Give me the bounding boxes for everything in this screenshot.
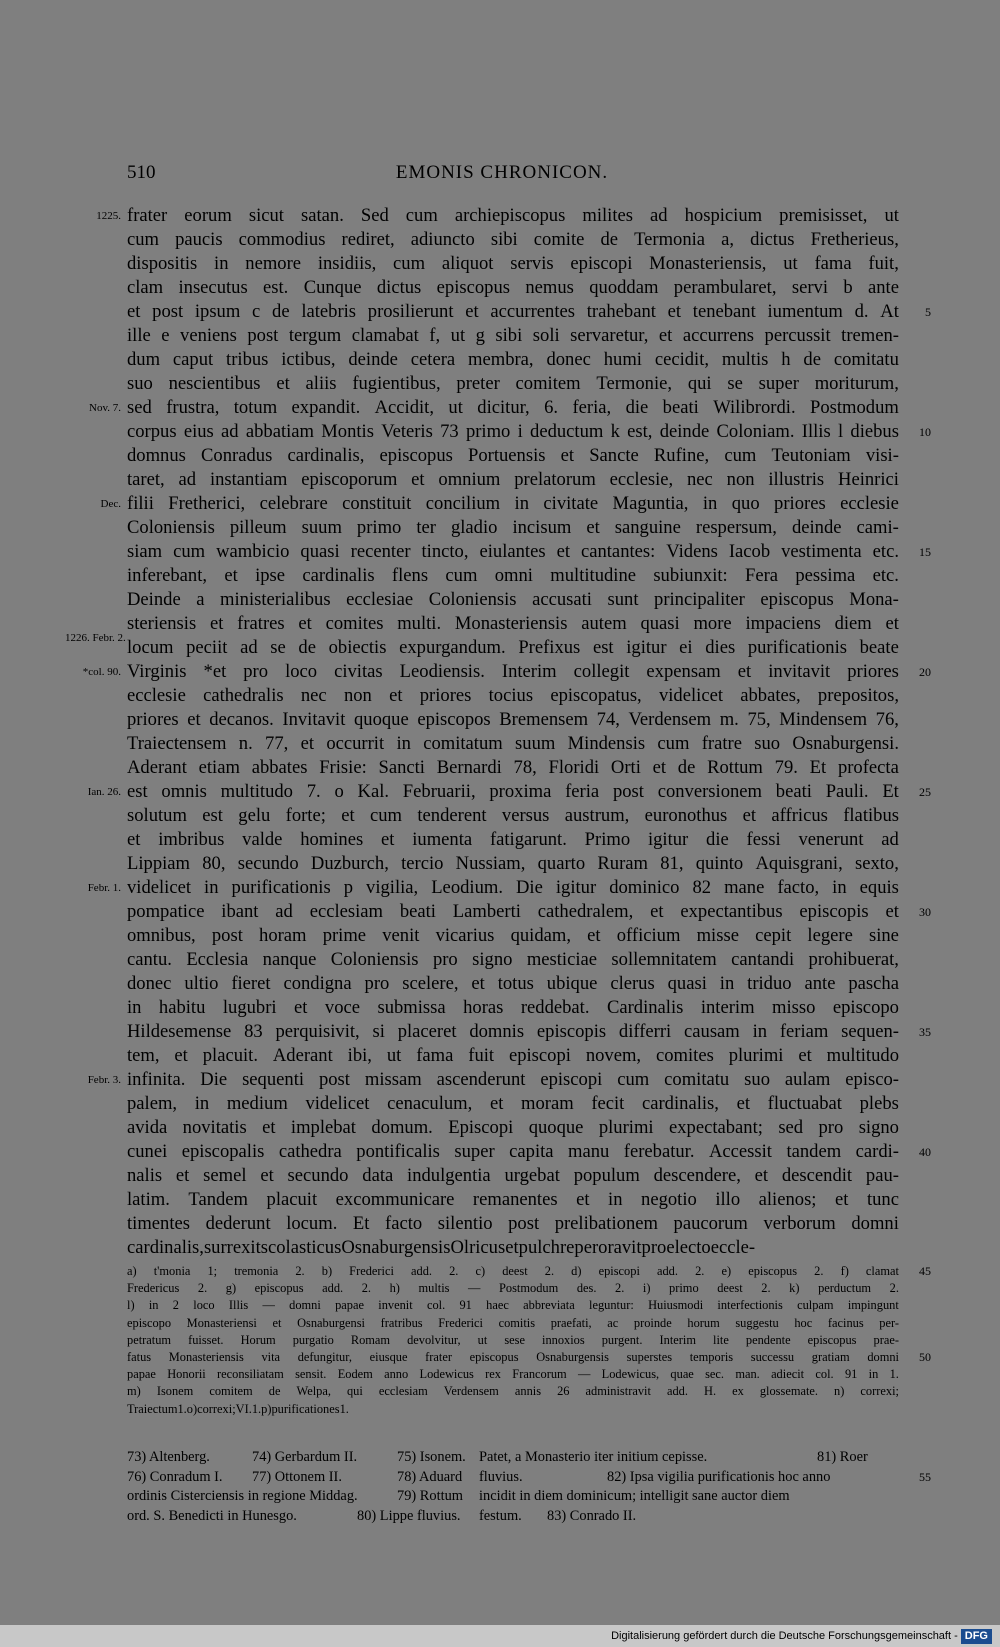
line-number: 45 (919, 1264, 931, 1278)
text-line: latim. Tandem placuit excommunicare remanentes et in negotio illo alienos; et tunc (127, 1189, 899, 1210)
note-cell: 76) Conradum I. (127, 1468, 223, 1485)
page-number: 510 (127, 162, 156, 183)
text-line: Ian. 26. est omnis multitudo 7. o Kal. Februarii, proxima feria post conversionem beati Pauli. Et 25 (127, 780, 899, 804)
note-row (127, 1507, 899, 1527)
note-cell: 75) Isonem. (397, 1449, 466, 1465)
text-line: tem, et placuit. Aderant ibi, ut fama fuit episcopi novem, comites plurimi et multitudo (127, 1045, 899, 1066)
footnote-line: petratum fuisset. Horum purgatio Romam devolvitur, ut sese innoxios purgent. Interim lite pendente episcopus prae- (127, 1332, 899, 1347)
text-line: Lippiam 80, secundo Duzburch, tercio Nussiam, quarto Ruram 81, quinto Aquisgrani, sexto, (127, 853, 899, 874)
side-note: Dec. (100, 498, 121, 510)
text-line: pompatice ibant ad ecclesiam beati Lamberti cathedralem, et expectantibus episcopis et 30 (127, 901, 931, 922)
line-number: 55 (919, 1469, 931, 1484)
footer-text: Digitalisierung gefördert durch die Deutsche Forschungsgemeinschaft - (611, 1630, 958, 1642)
line-number: 35 (919, 1025, 931, 1039)
text-line: priores et decanos. Invitavit quoque episcopos Bremensem 74, Verdensem m. 75, Mindensem 76, (127, 709, 899, 730)
line-number: 15 (919, 545, 931, 559)
line-number: 40 (919, 1145, 931, 1159)
text-line: clam insecutus est. Cunque dictus episcopus nemus quoddam perambularet, servi b ante (127, 277, 899, 298)
text-line: omnibus, post horam prime venit vicarius quidam, et officium misse cepit legere sine (127, 925, 899, 946)
note-row (127, 1487, 899, 1507)
text-line: timentes dederunt locum. Et facto silentio post prelibationem paucorum verborum domni (127, 1213, 899, 1234)
text-line: ille e veniens post tergum clamabat f, ut g sibi soli servaretur, et accurrens percussit tremen- (127, 325, 899, 346)
footnote-line: papae Honorii reconsiliatam sensit. Eodem anno Lodewicus rex Francorum — Lodewicus, quae sec. man. adiecit col. 91 in 1. (127, 1367, 899, 1382)
note-cell: ord. S. Benedicti in Hunesgo. (127, 1507, 297, 1524)
text-line: dum caput tribus ictibus, deinde cetera membra, donec humi cecidit, multis h de comitatu (127, 349, 899, 370)
side-note: Ian. 26. (87, 786, 121, 798)
text-line: cardinalis, surrexit scolasticus Osnaburgensis Olricus et pulchre peroravit pro electo eccle- (127, 1237, 756, 1258)
line-number: 50 (919, 1349, 931, 1364)
note-cell: 78) Aduard (397, 1468, 463, 1485)
text-line: Nov. 7. sed frustra, totum expandit. Accidit, ut dicitur, 6. feria, die beati Wilibrordi. Postmodum (127, 396, 899, 420)
footnote-line: Traiectum 1. o) correxi; VI. 1. p) purificationes 1. (127, 1401, 349, 1416)
text-line: taret, ad instantiam episcoporum et omnium prelatorum ecclesie, nec non illustris Heinrici (127, 469, 899, 490)
note-cell: 79) Rottum (397, 1488, 463, 1504)
text-line: et imbribus valde homines et iumenta fatigarunt. Primo igitur die fessi venerunt ad (127, 829, 899, 850)
note-row (127, 1448, 899, 1468)
text-line: cunei episcopalis cathedra pontificalis super capita manu ferebatur. Accessit tandem cardi- 40 (127, 1141, 931, 1162)
text-line: Hildesemense 83 perquisivit, si placeret domnis episcopis differri causam in feriam sequen- 35 (127, 1021, 931, 1042)
text-line: 1225. frater eorum sicut satan. Sed cum archiepiscopus milites ad hospicium premisisset, ut (127, 204, 899, 228)
note-cell: ordinis Cisterciensis in regione Middag. (127, 1488, 358, 1504)
text-line: siam cum wambicio quasi recenter tincto, eiulantes et cantantes: Videns Iacob vestimenta etc. 15 (127, 541, 931, 562)
text-line: ecclesie cathedralis nec non et priores tocius episcopatus, videlicet abbates, prepositos, (127, 685, 899, 706)
digitization-footer (0, 1625, 1000, 1647)
text-line: Dec. filii Fretherici, celebrare constituit concilium in civitate Maguntia, in quo priores ecclesie (127, 492, 899, 516)
note-cell: 82) Ipsa vigilia purificationis hoc anno (607, 1468, 831, 1485)
text-line: Deinde a ministerialibus ecclesiae Coloniensis accusati sunt principaliter episcopus Mona- (127, 589, 899, 610)
note-cell: 81) Roer (817, 1449, 868, 1465)
note-cell: Patet, a Monasterio iter initium cepisse. (479, 1449, 708, 1465)
text-line: Aderant etiam abbates Frisie: Sancti Bernardi 78, Floridi Orti et de Rottum 79. Et profecta (127, 757, 899, 778)
text-line: cum paucis commodius rediret, adiuncto sibi comite de Termonia a, dictus Fretherieus, (127, 229, 899, 250)
line-number: 5 (925, 305, 931, 319)
critical-apparatus (127, 1263, 931, 1418)
text-line: suo nescientibus et aliis fugientibus, preter comitem Termonie, qui se super moriturum, (127, 373, 899, 394)
side-note: Febr. 1. (87, 882, 121, 894)
side-note: Nov. 7. (89, 402, 121, 414)
note-row (127, 1468, 931, 1488)
note-cell: incidit in diem dominicum; intelligit sane auctor diem (479, 1488, 790, 1504)
note-cell: festum. (479, 1507, 522, 1524)
text-line: et post ipsum c de latebris prosilierunt et accurrentes trahebant et tenebant iumentum d. At 5 (127, 301, 931, 322)
historical-notes (127, 1448, 931, 1526)
side-note: 1226. Febr. 2. (65, 632, 126, 644)
running-title: EMONIS CHRONICON. (395, 162, 609, 183)
line-number: 10 (919, 425, 931, 439)
text-line: steriensis et fratres et comites multi. Monasteriensis autem quasi more impaciens diem et (127, 613, 899, 634)
text-line: palem, in medium videlicet cenaculum, et moram fecit cardinalis, et fluctuabat plebs (127, 1093, 899, 1114)
text-line: inferebant, et ipse cardinalis flens cum omni multitudine subiunxit: Fera pessima etc. (127, 565, 899, 586)
text-line: avida novitatis et implebat domum. Episcopi quoque plurimi expectabant; sed pro signo (127, 1117, 899, 1138)
note-cell: 83) Conrado II. (547, 1507, 637, 1524)
footnote-line: fatus Monasteriensis vita defungitur, eiusque frater episcopus Osnaburgensis superstes temporis successu gratiam domni 50 (127, 1349, 899, 1366)
text-line: Febr. 3. infinita. Die sequenti post missam ascenderunt episcopi cum comitatu suo aulam episco- (127, 1068, 899, 1092)
line-number: 30 (919, 905, 931, 919)
text-line: Traiectensem n. 77, et occurrit in comitatum suum Mindensis cum fratre suo Osnaburgensi. (127, 733, 899, 754)
note-cell: 80) Lippe fluvius. (357, 1507, 461, 1524)
side-note: *col. 90. (82, 666, 121, 678)
text-line: 1226. Febr. 2. locum peciit ad se de obiectis expurgandum. Prefixus est igitur ei dies purificationis beate (65, 632, 899, 658)
text-line: dispositis in nemore insidiis, cum aliquot servis episcopi Monasteriensis, ut fama fuit, (127, 253, 899, 274)
footnote-line: m) Isonem comitem de Welpa, qui ecclesiam Verdensem annis 26 administravit add. H. ex glossemate. n) correxi; (127, 1384, 899, 1399)
footnote-line: a) t'monia 1; tremonia 2. b) Frederici add. 2. c) deest 2. d) episcopi add. 2. e) episcopus 2. f) clamat 45 (127, 1263, 899, 1280)
text-line: *col. 90. Virginis *et pro loco civitas Leodiensis. Interim collegit expensam et invitavit priores 20 (127, 660, 899, 684)
line-number: 20 (919, 665, 931, 679)
text-line: domnus Conradus cardinalis, episcopus Portuensis et Sancte Rufine, cum Teutoniam visi- (127, 445, 899, 466)
note-cell: 74) Gerbardum II. (252, 1449, 358, 1465)
footnote-line: episcopo Monasteriensi et Osnaburgensi fratribus Frederici comitis praefati, ac proinde horum suggestu hoc facinus per- (127, 1315, 899, 1330)
footnote-line: l) in 2 loco Illis — domni papae invenit col. 91 haec abbreviata leguntur: Huiusmodi interfectionis culpam impingunt (127, 1298, 899, 1313)
text-line: corpus eius ad abbatiam Montis Veteris 73 primo i deductum k est, deinde Coloniam. Illis l diebus 10 (127, 421, 931, 442)
side-note: 1225. (96, 210, 121, 222)
line-number: 25 (919, 785, 931, 799)
note-cell: fluvius. (479, 1468, 523, 1485)
footnote-line: Fredericus 2. g) episcopus add. 2. h) multis — Postmodum des. 2. i) primo deest 2. k) perductum 2. (127, 1281, 899, 1296)
main-text (65, 204, 931, 1260)
text-line: Febr. 1. videlicet in purificationis p vigilia, Leodium. Die igitur dominico 82 mane facto, in equis (127, 876, 899, 900)
text-line: nalis et semel et secundo data indulgentia urgebat populum descendere, et descendit pau- (127, 1165, 899, 1186)
dfg-logo: DFG (961, 1629, 992, 1644)
text-line: in habitu lugubri et voce submissa horas reddebat. Cardinalis interim misso episcopo (127, 997, 899, 1018)
text-line: solutum est gelu forte; et cum tenderent versus austrum, euronothus et affricus flatibus (127, 805, 899, 826)
text-line: cantu. Ecclesia nanque Coloniensis pro signo mesticiae sollemnitatem cantandi prohibuerat, (127, 949, 899, 970)
text-line: donec ultio fieret condigna pro scelere, et totus ubique clerus quasi in triduo ante pascha (127, 973, 899, 994)
note-cell: 77) Ottonem II. (252, 1468, 342, 1485)
text-line: Coloniensis pilleum suum primo ter gladio incisum et sanguine respersum, deinde cami- (127, 517, 899, 538)
note-cell: 73) Altenberg. (127, 1449, 210, 1465)
side-note: Febr. 3. (87, 1074, 121, 1086)
